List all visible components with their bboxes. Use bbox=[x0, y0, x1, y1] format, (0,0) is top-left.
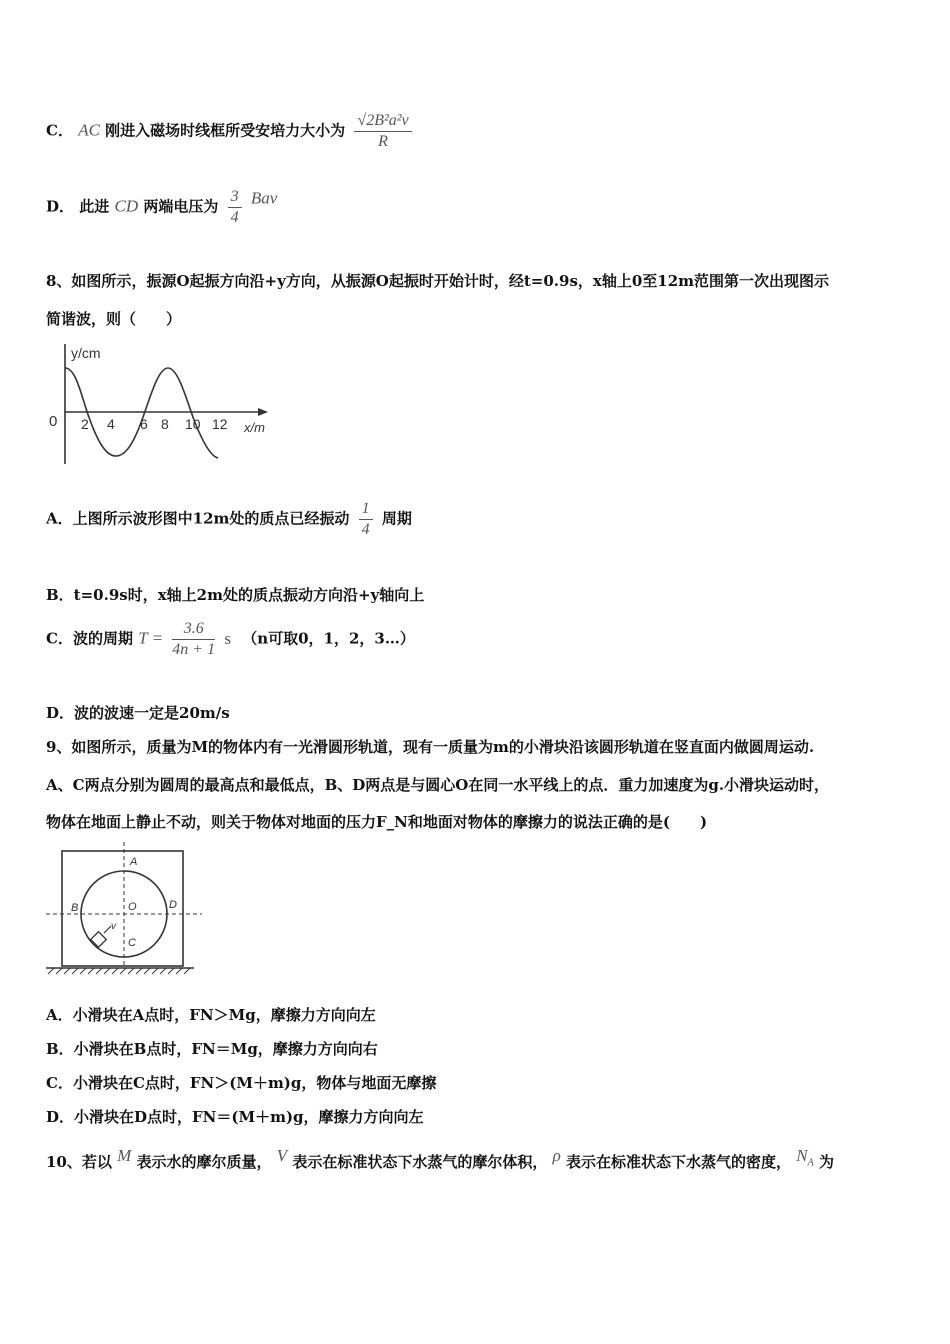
point-c-label: C bbox=[128, 937, 136, 949]
fraction-one-quarter: $\frac{1}{4}$ bbox=[359, 500, 373, 539]
q9-option-d: D．小滑块在D点时，FN＝(M＋m)g，摩擦力方向向左 bbox=[46, 1108, 424, 1126]
math-ac: AC bbox=[78, 120, 100, 140]
tick-6: 6 bbox=[140, 416, 148, 432]
wave-curve bbox=[65, 368, 218, 458]
option-text: 刚进入磁场时线框所受安培力大小为 bbox=[105, 121, 346, 140]
velocity-arrow-icon bbox=[104, 926, 111, 933]
q8-option-b: B．t=0.9s时，x轴上2m处的质点振动方向沿+y轴向上 bbox=[46, 586, 425, 604]
q9-stem-line3: 物体在地面上静止不动，则关于物体对地面的压力F_N和地面对物体的摩擦力的说法正确的是( ) bbox=[46, 813, 708, 831]
q8-option-a: A．上图所示波形图中12m处的质点已经振动 $\frac{1}{4}$ 周期 bbox=[46, 500, 412, 538]
tick-8: 8 bbox=[161, 416, 169, 432]
fraction-three-quarters: $\frac{3}{4}$ bbox=[228, 188, 242, 227]
q9-option-c: C．小滑块在C点时，FN＞(M＋m)g，物体与地面无摩擦 bbox=[46, 1074, 437, 1092]
q7-option-c bbox=[46, 112, 416, 151]
y-axis-label: y/cm bbox=[71, 345, 101, 361]
q8-stem-line2: 简谐波，则（ ） bbox=[46, 310, 182, 328]
tick-12: 12 bbox=[212, 416, 228, 432]
point-a-label: A bbox=[130, 856, 138, 868]
q9-stem-line1: 9、如图所示，质量为M的物体内有一光滑圆形轨道，现有一质量为m的小滑块沿该圆形轨道在竖直面内做圆周运动. bbox=[46, 738, 815, 756]
q8-option-c: C．波的周期 T = $\frac{3.6}{4n + 1}$ s （n可取0，1，2，3…） bbox=[46, 620, 415, 658]
q10-stem: 10、若以 M 表示水的摩尔质量， V 表示在标准状态下水蒸气的摩尔体积， ρ 表示在标准状态下水蒸气的密度， $N_A$ 为 bbox=[46, 1146, 834, 1171]
point-o-label: O bbox=[128, 901, 137, 913]
x-axis-label: x/m bbox=[244, 420, 265, 435]
x-axis-arrow-icon bbox=[258, 408, 268, 416]
fraction-ampere-force: $\frac{\text{√2B²a²v}}{R}$ bbox=[354, 112, 411, 151]
option-label: D． bbox=[46, 197, 75, 216]
block-body bbox=[62, 851, 183, 966]
tick-2: 2 bbox=[81, 416, 89, 432]
velocity-label: v bbox=[111, 921, 116, 932]
option-label: C． bbox=[46, 121, 73, 140]
wave-graph bbox=[44, 340, 284, 470]
track-figure bbox=[44, 842, 204, 974]
origin-label: 0 bbox=[49, 413, 58, 430]
fraction-period: $\frac{3.6}{4n + 1}$ bbox=[172, 620, 216, 658]
q7-option-d: D． 此进 CD 两端电压为 $\frac{3}{4}$ Bav bbox=[46, 188, 278, 226]
ground-hatch bbox=[48, 968, 190, 974]
tick-4: 4 bbox=[107, 416, 115, 432]
q8-stem-line1: 8、如图所示，振源O起振方向沿+y方向，从振源O起振时开始计时，经t=0.9s，x轴上0至12m范围第一次出现图示 bbox=[46, 272, 830, 290]
point-d-label: D bbox=[169, 899, 177, 911]
tick-10: 10 bbox=[185, 416, 201, 432]
point-b-label: B bbox=[71, 902, 79, 914]
q8-option-d: D．波的波速一定是20m/s bbox=[46, 704, 230, 722]
q9-option-b: B．小滑块在B点时，FN＝Mg，摩擦力方向向右 bbox=[46, 1040, 378, 1058]
q9-stem-line2: A、C两点分别为圆周的最高点和最低点，B、D两点是与圆心O在同一水平线上的点．重力加速度为g.小滑块运动时， bbox=[46, 776, 830, 794]
math-cd: CD bbox=[114, 196, 139, 216]
q9-option-a: A．小滑块在A点时，FN＞Mg，摩擦力方向向左 bbox=[46, 1006, 376, 1024]
